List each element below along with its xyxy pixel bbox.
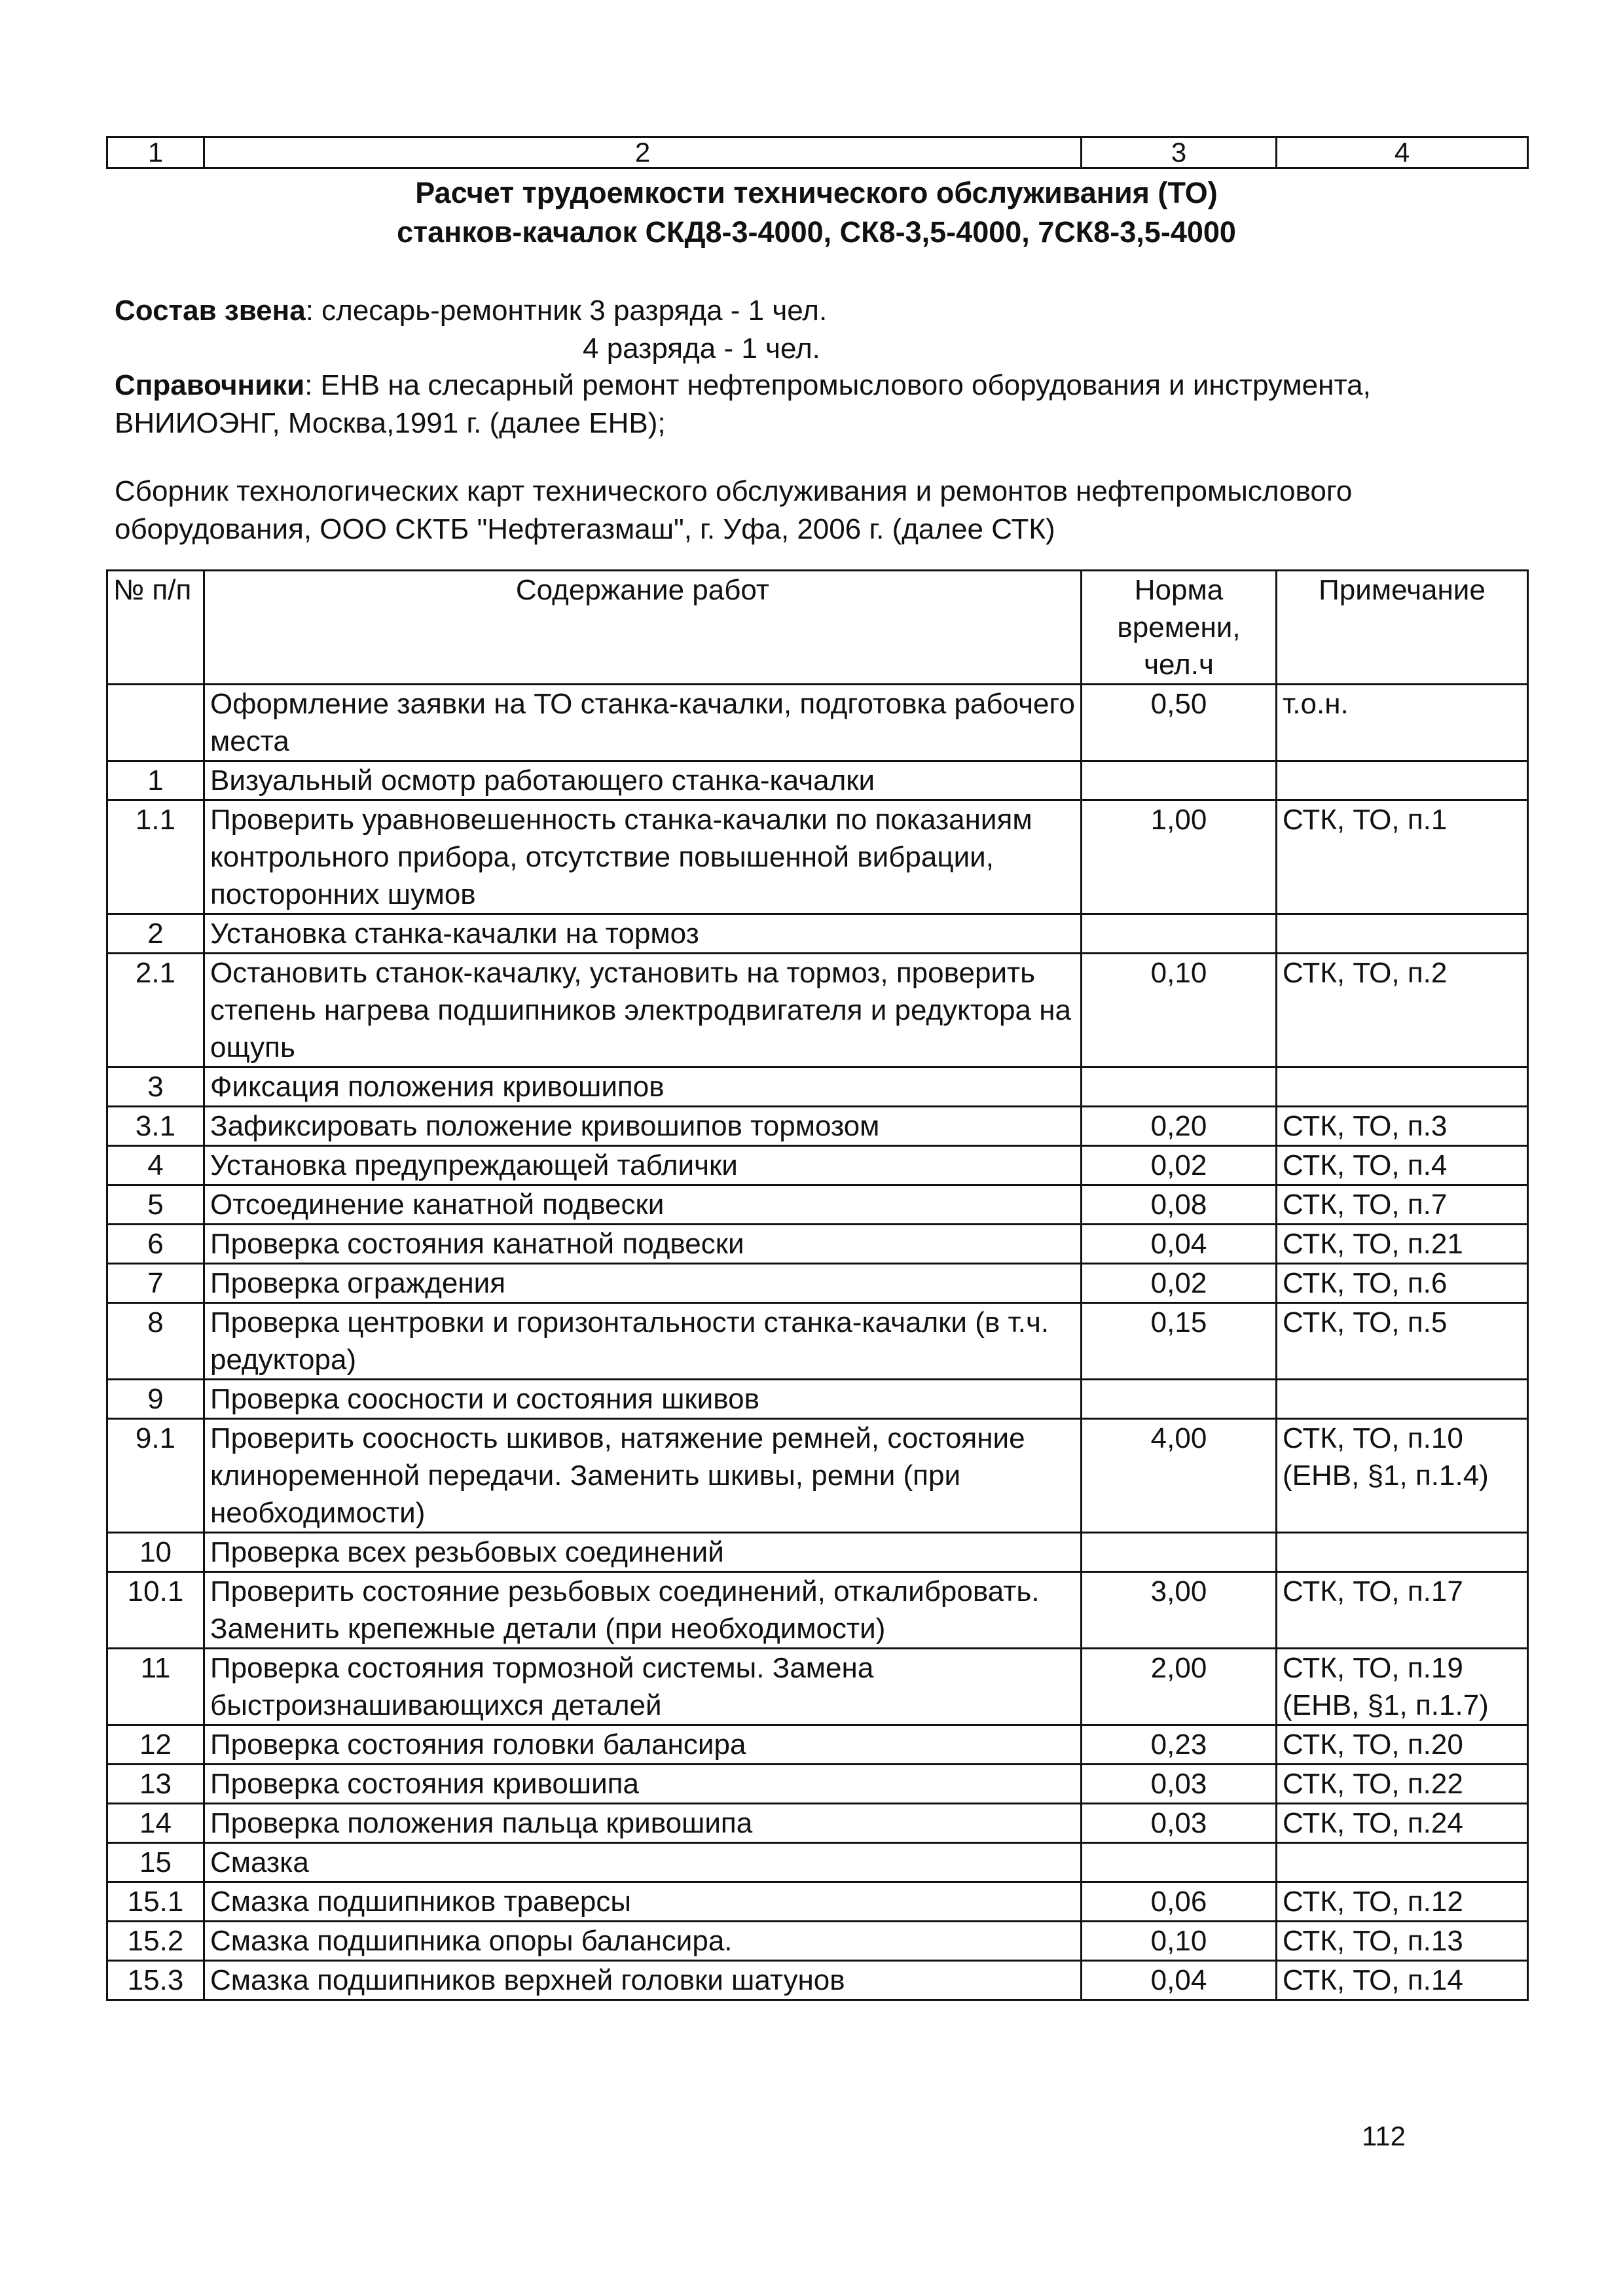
- table-row: [107, 1225, 1528, 1264]
- row-norm-cell: [1082, 1843, 1277, 1882]
- header-work: Содержание работ: [204, 571, 1082, 685]
- table-row: [107, 1107, 1528, 1146]
- row-work-cell: Проверить соосность шкивов, натяжение ремней, состояние клиноременной передачи. Заменить шкивы, ремни (при необходимости): [204, 1419, 1082, 1533]
- row-note-cell: СТК, ТО, п.1: [1277, 800, 1528, 914]
- column-number-cell: 3: [1082, 137, 1277, 168]
- row-note-cell: [1277, 1067, 1528, 1107]
- row-note-cell: СТК, ТО, п.6: [1277, 1264, 1528, 1303]
- row-note-cell: СТК, ТО, п.13: [1277, 1922, 1528, 1961]
- row-note-cell: СТК, ТО, п.10 (ЕНВ, §1, п.1.4): [1277, 1419, 1528, 1533]
- page-title-line-2: станков-качалок СКД8-3-4000, СК8-3,5-4000, 7СК8-3,5-4000: [397, 215, 1236, 249]
- row-note-cell: СТК, ТО, п.17: [1277, 1572, 1528, 1649]
- table-row: [107, 1725, 1528, 1765]
- page-title-line-1: Расчет трудоемкости технического обслуживания (ТО): [415, 176, 1218, 209]
- row-work-cell: Установка станка-качалки на тормоз: [204, 914, 1082, 954]
- row-work-cell: Смазка подшипника опоры балансира.: [204, 1922, 1082, 1961]
- table-row: [107, 1380, 1528, 1419]
- row-number-cell: 15.2: [107, 1922, 204, 1961]
- row-note-cell: СТК, ТО, п.7: [1277, 1185, 1528, 1225]
- row-work-cell: Фиксация положения кривошипов: [204, 1067, 1082, 1107]
- column-number-header: [106, 136, 1529, 169]
- table-row: [107, 1882, 1528, 1922]
- row-note-cell: СТК, ТО, п.5: [1277, 1303, 1528, 1380]
- row-norm-cell: 4,00: [1082, 1419, 1277, 1533]
- references-text: : ЕНВ на слесарный ремонт нефтепромыслового оборудования и инструмента,: [304, 369, 1371, 401]
- row-work-cell: Зафиксировать положение кривошипов тормозом: [204, 1107, 1082, 1146]
- row-note-cell: СТК, ТО, п.3: [1277, 1107, 1528, 1146]
- row-work-cell: Проверка положения пальца кривошипа: [204, 1804, 1082, 1843]
- row-work-cell: Оформление заявки на ТО станка-качалки, подготовка рабочего места: [204, 685, 1082, 761]
- references-line-3: Сборник технологических карт технического обслуживания и ремонтов нефтепромыслового: [115, 475, 1353, 507]
- page-number: 112: [1362, 2121, 1406, 2151]
- row-number-cell: 9: [107, 1380, 204, 1419]
- crew-label: Состав звена: [115, 295, 306, 327]
- header-norm: Норма времени, чел.ч: [1082, 571, 1277, 685]
- table-row: [107, 685, 1528, 761]
- row-norm-cell: 0,10: [1082, 1922, 1277, 1961]
- table-row: [107, 800, 1528, 914]
- references-line-1: [115, 367, 1529, 404]
- row-number-cell: 11: [107, 1649, 204, 1725]
- row-number-cell: 7: [107, 1264, 204, 1303]
- row-work-cell: Остановить станок-качалку, установить на тормоз, проверить степень нагрева подшипников электродвигателя и редуктора на ощупь: [204, 954, 1082, 1067]
- row-note-cell: [1277, 914, 1528, 954]
- row-norm-cell: 0,10: [1082, 954, 1277, 1067]
- row-work-cell: Смазка: [204, 1843, 1082, 1882]
- row-number-cell: 13: [107, 1765, 204, 1804]
- row-norm-cell: 2,00: [1082, 1649, 1277, 1725]
- row-number-cell: 15.3: [107, 1961, 204, 2000]
- row-note-cell: СТК, ТО, п.14: [1277, 1961, 1528, 2000]
- row-number-cell: 2.1: [107, 954, 204, 1067]
- table-row: [107, 1649, 1528, 1725]
- row-norm-cell: 0,23: [1082, 1725, 1277, 1765]
- row-number-cell: 1: [107, 761, 204, 800]
- row-norm-cell: [1082, 914, 1277, 954]
- row-work-cell: Проверка соосности и состояния шкивов: [204, 1380, 1082, 1419]
- table-row: [107, 1533, 1528, 1572]
- row-number-cell: 10.1: [107, 1572, 204, 1649]
- row-number-cell: 2: [107, 914, 204, 954]
- row-norm-cell: 1,00: [1082, 800, 1277, 914]
- row-note-cell: СТК, ТО, п.12: [1277, 1882, 1528, 1922]
- table-row: [107, 1804, 1528, 1843]
- row-work-cell: Установка предупреждающей таблички: [204, 1146, 1082, 1185]
- row-note-cell: СТК, ТО, п.24: [1277, 1804, 1528, 1843]
- row-work-cell: Визуальный осмотр работающего станка-качалки: [204, 761, 1082, 800]
- row-number-cell: 3.1: [107, 1107, 204, 1146]
- table-row: [107, 1303, 1528, 1380]
- column-number-cell: 2: [204, 137, 1082, 168]
- row-norm-cell: 0,02: [1082, 1264, 1277, 1303]
- row-norm-cell: 0,06: [1082, 1882, 1277, 1922]
- row-norm-cell: [1082, 1380, 1277, 1419]
- table-row: [107, 1264, 1528, 1303]
- row-norm-cell: [1082, 761, 1277, 800]
- row-number-cell: 14: [107, 1804, 204, 1843]
- row-number-cell: 12: [107, 1725, 204, 1765]
- row-work-cell: Проверить уравновешенность станка-качалки по показаниям контрольного прибора, отсутствие повышенной вибрации, посторонних шумов: [204, 800, 1082, 914]
- row-work-cell: Проверка состояния головки балансира: [204, 1725, 1082, 1765]
- table-row: [107, 1419, 1528, 1533]
- column-number-cell: 4: [1277, 137, 1528, 168]
- row-norm-cell: 0,03: [1082, 1765, 1277, 1804]
- table-row: [107, 914, 1528, 954]
- row-norm-cell: 3,00: [1082, 1572, 1277, 1649]
- row-number-cell: 4: [107, 1146, 204, 1185]
- row-work-cell: Проверка состояния тормозной системы. Замена быстроизнашивающихся деталей: [204, 1649, 1082, 1725]
- table-row: [107, 1765, 1528, 1804]
- row-norm-cell: [1082, 1067, 1277, 1107]
- row-number-cell: [107, 685, 204, 761]
- header-num: № п/п: [107, 571, 204, 685]
- column-number-cell: 1: [107, 137, 204, 168]
- row-work-cell: Проверка состояния канатной подвески: [204, 1225, 1082, 1264]
- row-number-cell: 8: [107, 1303, 204, 1380]
- row-number-cell: 6: [107, 1225, 204, 1264]
- row-number-cell: 15.1: [107, 1882, 204, 1922]
- table-header-row: [107, 571, 1528, 685]
- row-norm-cell: [1082, 1533, 1277, 1572]
- row-note-cell: [1277, 1380, 1528, 1419]
- row-note-cell: СТК, ТО, п.20: [1277, 1725, 1528, 1765]
- crew-line-2: 4 разряда - 1 чел.: [583, 332, 820, 365]
- row-work-cell: Смазка подшипников траверсы: [204, 1882, 1082, 1922]
- row-note-cell: СТК, ТО, п.22: [1277, 1765, 1528, 1804]
- row-work-cell: Проверка центровки и горизонтальности станка-качалки (в т.ч. редуктора): [204, 1303, 1082, 1380]
- row-number-cell: 10: [107, 1533, 204, 1572]
- row-work-cell: Проверка всех резьбовых соединений: [204, 1533, 1082, 1572]
- row-work-cell: Проверить состояние резьбовых соединений, откалибровать. Заменить крепежные детали (при необходимости): [204, 1572, 1082, 1649]
- crew-text: : слесарь-ремонтник 3 разряда - 1 чел.: [305, 295, 828, 327]
- row-norm-cell: 0,08: [1082, 1185, 1277, 1225]
- table-row: [107, 1843, 1528, 1882]
- table-row: [107, 1572, 1528, 1649]
- row-note-cell: СТК, ТО, п.2: [1277, 954, 1528, 1067]
- row-norm-cell: 0,50: [1082, 685, 1277, 761]
- row-work-cell: Отсоединение канатной подвески: [204, 1185, 1082, 1225]
- references-line-2: ВНИИОЭНГ, Москва,1991 г. (далее ЕНВ);: [115, 407, 666, 439]
- crew-line-1: [115, 292, 827, 330]
- row-number-cell: 5: [107, 1185, 204, 1225]
- row-number-cell: 9.1: [107, 1419, 204, 1533]
- row-note-cell: СТК, ТО, п.19 (ЕНВ, §1, п.1.7): [1277, 1649, 1528, 1725]
- row-number-cell: 15: [107, 1843, 204, 1882]
- table-row: [107, 1067, 1528, 1107]
- row-work-cell: Смазка подшипников верхней головки шатунов: [204, 1961, 1082, 2000]
- row-note-cell: СТК, ТО, п.4: [1277, 1146, 1528, 1185]
- row-norm-cell: 0,04: [1082, 1961, 1277, 2000]
- table-row: [107, 1922, 1528, 1961]
- row-work-cell: Проверка состояния кривошипа: [204, 1765, 1082, 1804]
- table-row: [107, 1961, 1528, 2000]
- row-number-cell: 1.1: [107, 800, 204, 914]
- row-norm-cell: 0,20: [1082, 1107, 1277, 1146]
- table-row: [107, 1185, 1528, 1225]
- row-norm-cell: 0,03: [1082, 1804, 1277, 1843]
- row-norm-cell: 0,15: [1082, 1303, 1277, 1380]
- header-note: Примечание: [1277, 571, 1528, 685]
- references-line-4: оборудования, ООО СКТБ "Нефтегазмаш", г. Уфа, 2006 г. (далее СТК): [115, 513, 1055, 545]
- table-row: [107, 1146, 1528, 1185]
- row-norm-cell: 0,04: [1082, 1225, 1277, 1264]
- row-note-cell: [1277, 1843, 1528, 1882]
- table-row: [107, 761, 1528, 800]
- references-label: Справочники: [115, 369, 305, 401]
- row-norm-cell: 0,02: [1082, 1146, 1277, 1185]
- row-work-cell: Проверка ограждения: [204, 1264, 1082, 1303]
- table-row: [107, 954, 1528, 1067]
- work-table: [106, 569, 1529, 2001]
- row-note-cell: т.о.н.: [1277, 685, 1528, 761]
- row-number-cell: 3: [107, 1067, 204, 1107]
- row-note-cell: СТК, ТО, п.21: [1277, 1225, 1528, 1264]
- row-note-cell: [1277, 761, 1528, 800]
- row-note-cell: [1277, 1533, 1528, 1572]
